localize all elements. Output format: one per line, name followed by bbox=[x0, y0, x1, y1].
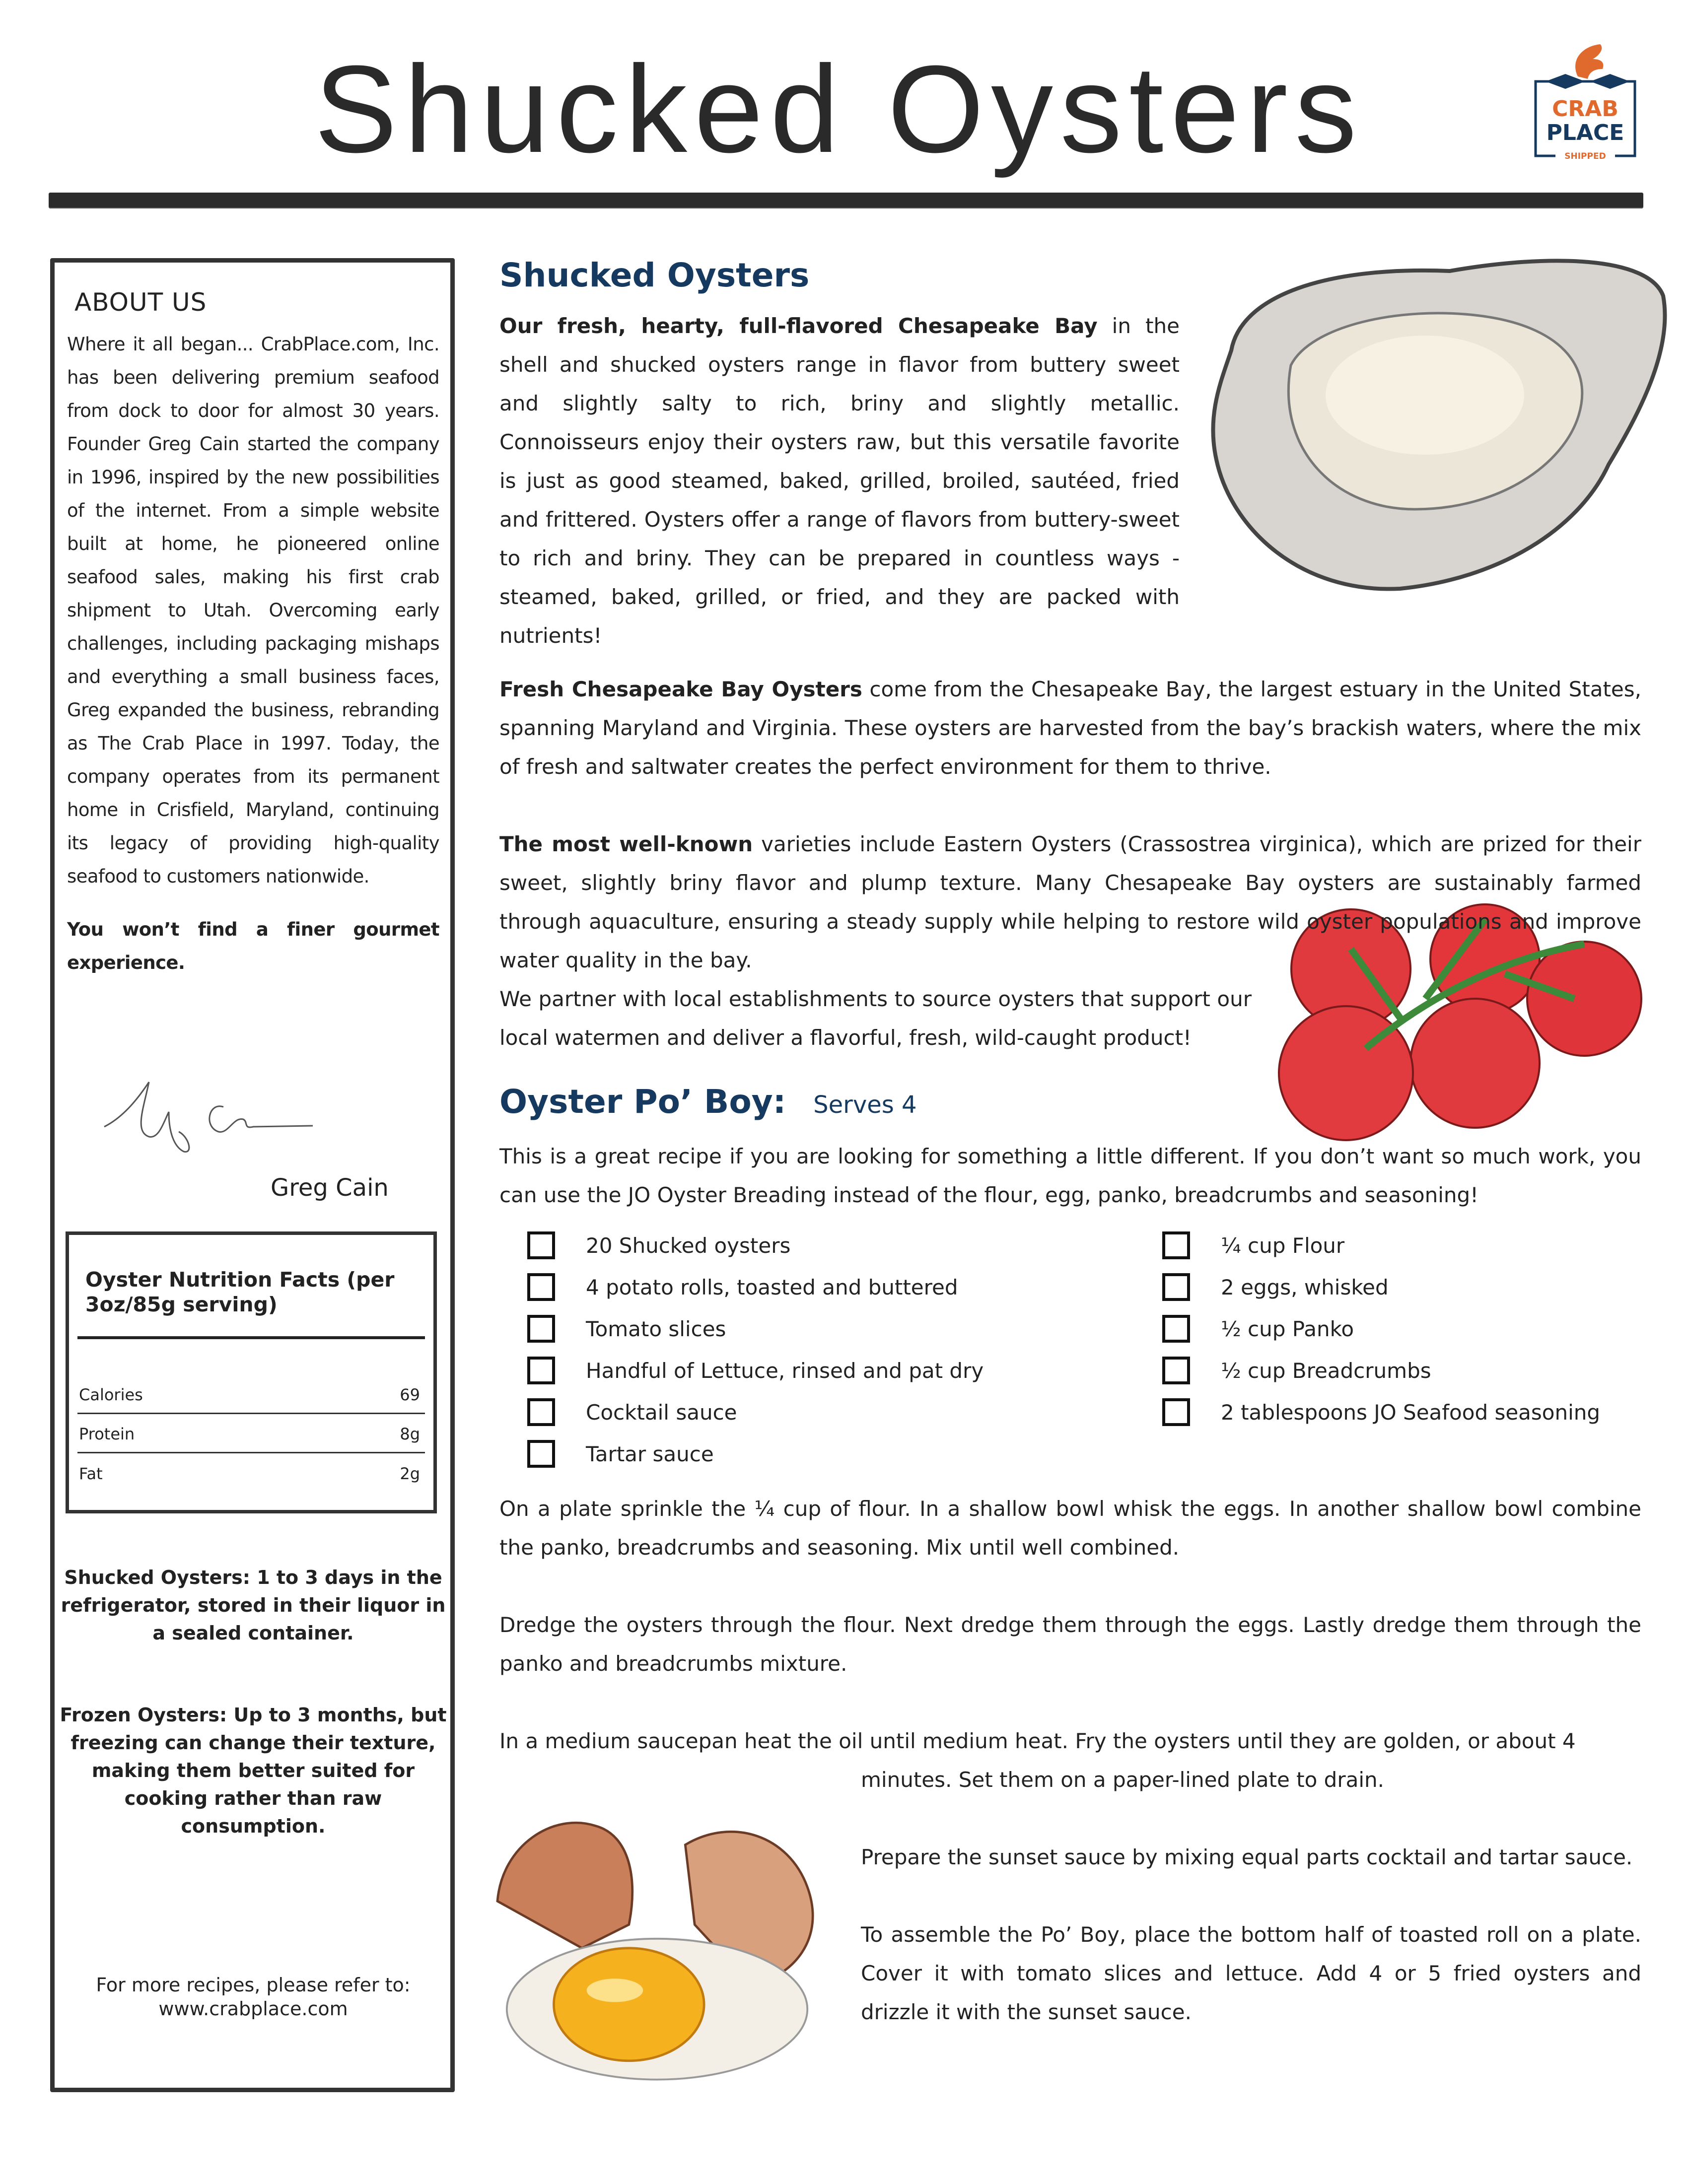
nutrition-row-calories bbox=[77, 1376, 425, 1414]
ingredient-checkbox[interactable] bbox=[1162, 1357, 1190, 1384]
ingredients-list-left bbox=[527, 1225, 1162, 1475]
intro-text: in the shell and shucked oysters range in flavor from buttery sweet and slightly salty to rich, briny and slightly metallic. Connoisseurs enjoy their oysters raw, but this versatile favorite is just as good steamed, baked, grilled, broiled, sautéed, fried and frittered. Oysters offer a range of flavors from buttery-sweet to rich and briny. They can be prepared in countless ways - steamed, baked, grilled, or fried, and they are packed with nutrients! bbox=[499, 314, 1180, 648]
ingredient-checkbox[interactable] bbox=[527, 1231, 555, 1259]
varieties-bold: The most well-known bbox=[499, 832, 753, 856]
storage-frozen: Frozen Oysters: Up to 3 months, but freezing can change their texture, making them better suited for cooking rather than raw consumption. bbox=[60, 1704, 447, 1837]
about-section bbox=[67, 287, 439, 979]
varieties-paragraph bbox=[499, 825, 1641, 980]
ingredient-item[interactable] bbox=[1162, 1391, 1600, 1433]
ingredient-item[interactable] bbox=[1162, 1308, 1600, 1350]
ingredient-checkbox[interactable] bbox=[1162, 1398, 1190, 1426]
ingredient-checkbox[interactable] bbox=[527, 1398, 555, 1426]
intro-paragraph bbox=[499, 307, 1180, 655]
ingredient-checkbox[interactable] bbox=[1162, 1231, 1190, 1259]
crab-place-logo bbox=[1531, 42, 1640, 166]
nutrition-label: Protein bbox=[79, 1424, 135, 1443]
recipe-title: Oyster Po’ Boy: bbox=[499, 1083, 786, 1121]
recipe-heading bbox=[499, 1082, 917, 1125]
nutrition-facts-box bbox=[66, 1231, 437, 1513]
step-3-continued: minutes. Set them on a paper-lined plate to drain. bbox=[861, 1768, 1384, 1792]
svg-text:CRAB: CRAB bbox=[1552, 96, 1618, 122]
svg-text:PLACE: PLACE bbox=[1546, 120, 1624, 145]
chesapeake-paragraph bbox=[499, 670, 1641, 786]
ingredients-list-right bbox=[1162, 1225, 1600, 1475]
ingredient-checkbox[interactable] bbox=[527, 1273, 555, 1301]
more-recipes-link[interactable]: For more recipes, please refer to: www.crabplace.com bbox=[96, 1974, 411, 2020]
nutrition-value: 2g bbox=[400, 1464, 420, 1483]
main-heading: Shucked Oysters bbox=[499, 256, 810, 294]
ingredient-checkbox[interactable] bbox=[527, 1315, 555, 1343]
svg-text:SHIPPED: SHIPPED bbox=[1564, 151, 1606, 161]
main-content bbox=[499, 256, 1641, 2032]
about-heading: ABOUT US bbox=[74, 288, 207, 317]
step-1: On a plate sprinkle the ¼ cup of flour. In a shallow bowl whisk the eggs. In another shallow bowl combine the panko, breadcrumbs and seasoning. Mix until well combined. bbox=[499, 1497, 1641, 1560]
ingredient-label: Tartar sauce bbox=[586, 1441, 714, 1466]
finer-experience-text: You won’t find a finer gourmet experience. bbox=[67, 919, 439, 973]
ingredient-item[interactable] bbox=[527, 1308, 1162, 1350]
about-text: Where it all began... CrabPlace.com, Inc. has been delivering premium seafood from dock to door for almost 30 years. Founder Greg Cain started the company in 1996, inspired by the new possibilities of the internet. From a simple website built at home, he pioneered online seafood sales, making his first crab shipment to Utah. Overcoming early challenges, including packaging mishaps and everything a small business faces, Greg expanded the business, rebranding as The Crab Place in 1997. Today, the company operates from its permanent home in Crisfield, Maryland, continuing its legacy of providing high-quality seafood to customers nationwide. bbox=[67, 334, 439, 887]
ingredient-checkbox[interactable] bbox=[527, 1440, 555, 1468]
ingredient-item[interactable] bbox=[527, 1391, 1162, 1433]
recipe-intro: This is a great recipe if you are looking for something a little different. If you don’t want so much work, you can use the JO Oyster Breading instead of the flour, egg, panko, breadcrumbs and seasoning! bbox=[499, 1144, 1641, 1207]
step-4: Prepare the sunset sauce by mixing equal parts cocktail and tartar sauce. bbox=[861, 1845, 1633, 1869]
ingredient-label: ½ cup Panko bbox=[1221, 1316, 1354, 1341]
ingredient-label: 2 eggs, whisked bbox=[1221, 1275, 1389, 1299]
signature-image bbox=[94, 1062, 318, 1171]
ingredient-label: 4 potato rolls, toasted and buttered bbox=[586, 1275, 958, 1299]
nutrition-row-protein bbox=[77, 1416, 425, 1453]
ingredient-label: Handful of Lettuce, rinsed and pat dry bbox=[586, 1358, 984, 1383]
ingredient-item[interactable] bbox=[527, 1266, 1162, 1308]
nutrition-value: 8g bbox=[400, 1424, 420, 1443]
ingredient-label: ¼ cup Flour bbox=[1221, 1233, 1345, 1258]
ingredient-item[interactable] bbox=[1162, 1225, 1600, 1266]
ingredient-item[interactable] bbox=[527, 1350, 1162, 1391]
ingredient-label: Cocktail sauce bbox=[586, 1400, 737, 1425]
ingredient-checkbox[interactable] bbox=[1162, 1273, 1190, 1301]
ingredient-item[interactable] bbox=[1162, 1350, 1600, 1391]
intro-bold: Our fresh, hearty, full-flavored Chesapeake Bay bbox=[499, 314, 1098, 338]
nutrition-title: Oyster Nutrition Facts (per 3oz/85g serving) bbox=[85, 1268, 395, 1316]
nutrition-row-fat bbox=[77, 1455, 425, 1493]
header-rule bbox=[49, 193, 1643, 207]
chesapeake-text: come from the Chesapeake Bay, the largest estuary in the United States, spanning Maryland and Virginia. These oysters are harvested from the bay’s brackish waters, where the mix of fresh and saltwater creates the perfect environment for them to thrive. bbox=[499, 677, 1641, 779]
step-2: Dredge the oysters through the flour. Next dredge them through the eggs. Lastly dredge them through the panko and breadcrumbs mixture. bbox=[499, 1613, 1641, 1676]
ingredient-item[interactable] bbox=[1162, 1266, 1600, 1308]
storage-shucked: Shucked Oysters: 1 to 3 days in the refrigerator, stored in their liquor in a sealed container. bbox=[61, 1567, 446, 1644]
signature-name: Greg Cain bbox=[271, 1174, 389, 1202]
step-5: To assemble the Po’ Boy, place the bottom half of toasted roll on a plate. Cover it with tomato slices and lettuce. Add 4 or 5 fried oysters and drizzle it with the sunset sauce. bbox=[861, 1922, 1641, 2024]
ingredient-checkbox[interactable] bbox=[1162, 1315, 1190, 1343]
ingredient-label: ½ cup Breadcrumbs bbox=[1221, 1358, 1431, 1383]
chesapeake-bold: Fresh Chesapeake Bay Oysters bbox=[499, 677, 862, 701]
ingredient-item[interactable] bbox=[527, 1225, 1162, 1266]
ingredient-item[interactable] bbox=[527, 1433, 1162, 1475]
nutrition-divider bbox=[77, 1336, 425, 1339]
ingredients bbox=[527, 1225, 1641, 1475]
nutrition-label: Fat bbox=[79, 1464, 103, 1483]
partner-paragraph: We partner with local establishments to source oysters that support our local watermen and deliver a flavorful, fresh, wild-caught product! bbox=[499, 987, 1252, 1050]
nutrition-label: Calories bbox=[79, 1385, 143, 1404]
ingredient-checkbox[interactable] bbox=[527, 1357, 555, 1384]
page-title: Shucked Oysters bbox=[314, 40, 1364, 178]
varieties-text: varieties include Eastern Oysters (Crassostrea virginica), which are prized for their sweet, slightly briny flavor and plump texture. Many Chesapeake Bay oysters are sustainably farmed through aquaculture, ensuring a steady supply while helping to restore wild oyster populations and improve water quality in the bay. bbox=[499, 832, 1641, 972]
ingredient-label: Tomato slices bbox=[586, 1316, 726, 1341]
ingredient-label: 2 tablespoons JO Seafood seasoning bbox=[1221, 1400, 1601, 1425]
nutrition-value: 69 bbox=[400, 1385, 420, 1404]
ingredient-label: 20 Shucked oysters bbox=[586, 1233, 791, 1258]
recipe-serves: Serves 4 bbox=[813, 1091, 917, 1119]
step-3: In a medium saucepan heat the oil until medium heat. Fry the oysters until they are golden, or about 4 bbox=[499, 1729, 1576, 1753]
